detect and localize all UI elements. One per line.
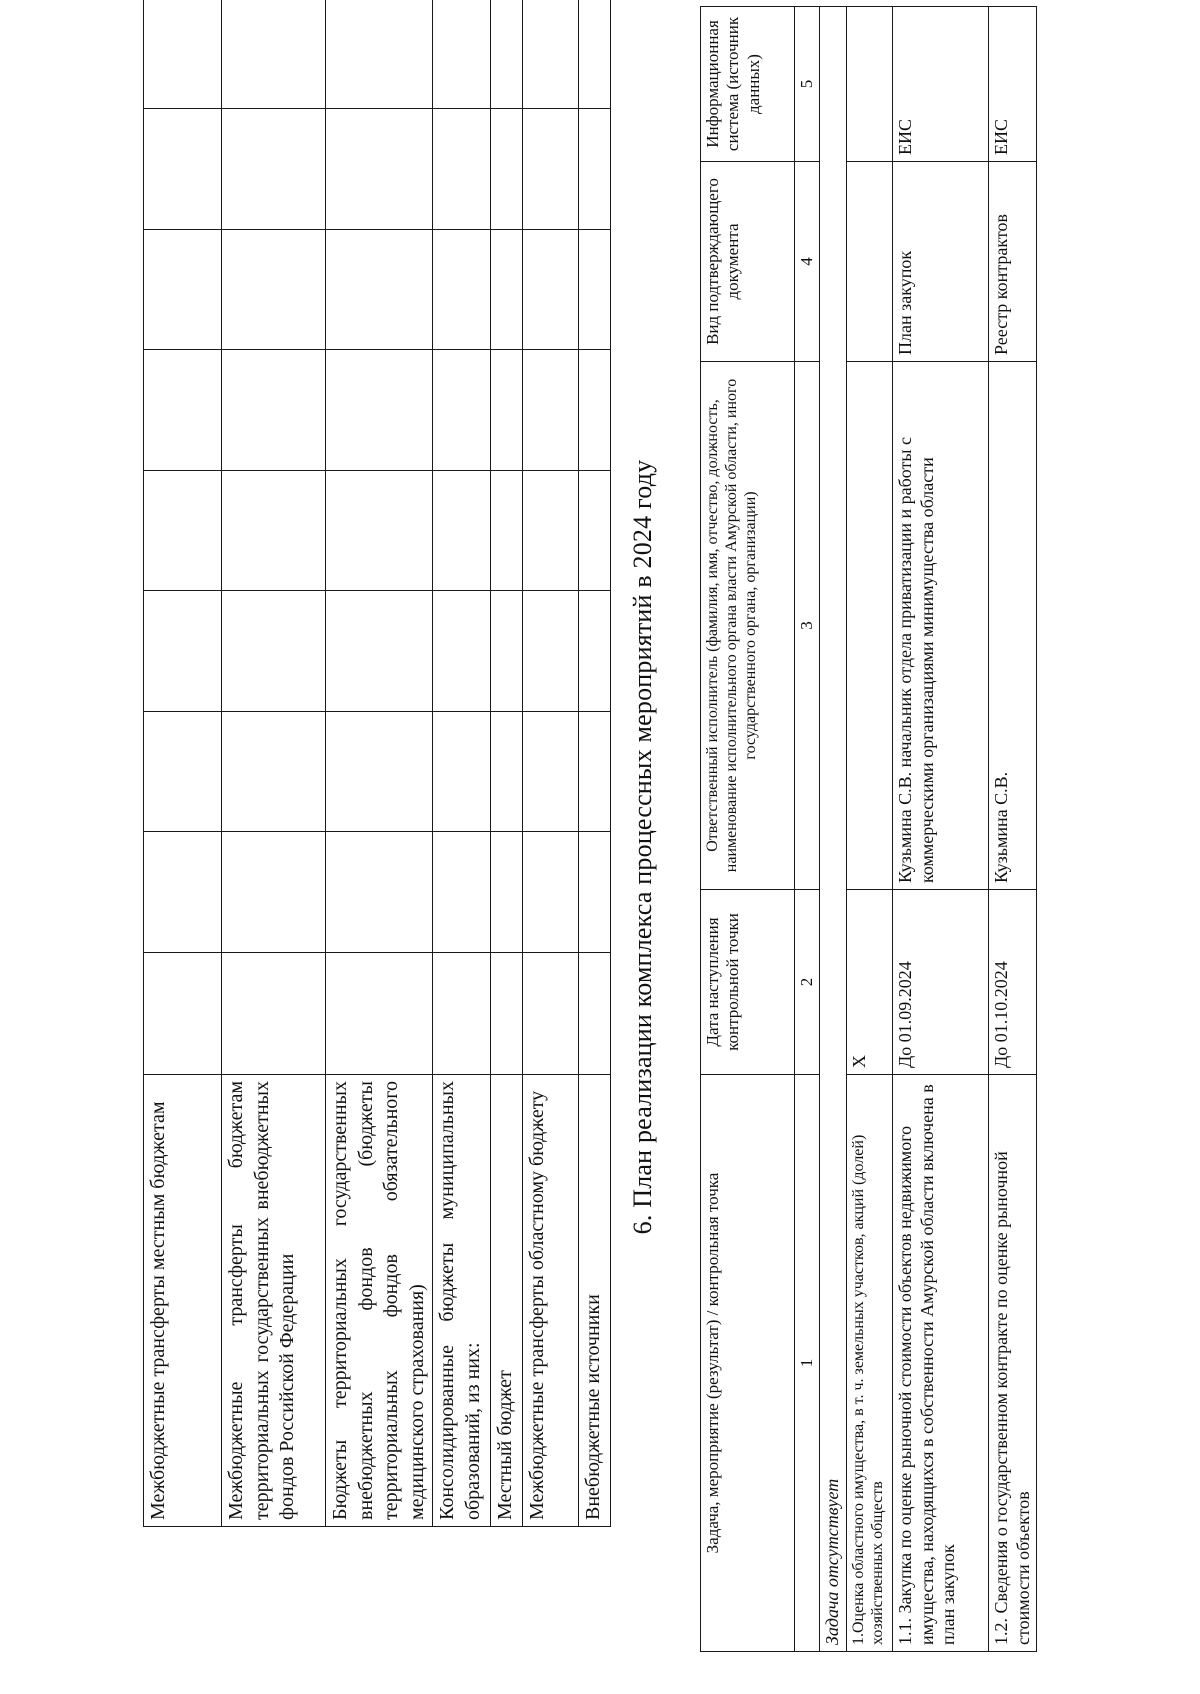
column-number: 4	[795, 162, 820, 362]
row-system	[846, 7, 892, 162]
header-system: Информационная система (источник данных)	[701, 7, 795, 162]
header-executor: Ответственный исполнитель (фамилия, имя, отчество, должность, наименование исполнительного органа власти Амурской области, иного государственного органа, организации)	[701, 362, 795, 890]
column-number: 2	[795, 890, 820, 1075]
row-date: До 01.10.2024	[988, 890, 1036, 1075]
header-date: Дата наступления контрольной точки	[701, 890, 795, 1075]
column-number: 5	[795, 7, 820, 162]
row-executor	[846, 362, 892, 890]
plan-table	[700, 6, 1037, 1652]
row-system: ЕИС	[988, 7, 1036, 162]
budget-row-label: Местный бюджет	[491, 1075, 523, 1527]
task-label: Задача отсутствует	[820, 7, 847, 1652]
section-title: 6. План реализации комплекса процессных мероприятий в 2024 году	[628, 459, 657, 1235]
column-number: 3	[795, 362, 820, 890]
table-row	[144, 0, 222, 1527]
budget-row-label: Консолидированные бюджеты муниципальных образований, из них:	[433, 1075, 491, 1527]
row-activity: 1.2. Сведения о государственном контракте по оценке рыночной стоимости объектов	[988, 1075, 1036, 1652]
budget-row-label: Межбюджетные трансферты местным бюджетам	[144, 1075, 222, 1527]
column-number: 1	[795, 1075, 820, 1652]
row-executor: Кузьмина С.В. начальник отдела приватизации и работы с коммерческими организациями минимущества области	[892, 362, 988, 890]
table-row	[846, 7, 892, 1652]
row-activity: 1.1. Закупка по оценке рыночной стоимости объектов недвижимого имущества, находящихся в собственности Амурской области включена в план закупок	[892, 1075, 988, 1652]
budget-row-label: Бюджеты территориальных государственных внебюджетных фондов (бюджеты территориальных фондов обязательного медицинского страхования)	[326, 1075, 433, 1527]
row-document: План закупок	[892, 162, 988, 362]
header-task: Задача, мероприятие (результат) / контрольная точка	[701, 1075, 795, 1652]
row-date: Х	[846, 890, 892, 1075]
table-row	[523, 0, 579, 1527]
row-activity: 1.Оценка областного имущества, в т. ч. земельных участков, акций (долей) хозяйственных обществ	[846, 1075, 892, 1652]
table-row	[988, 7, 1036, 1652]
table-row	[892, 7, 988, 1652]
budget-sources-table	[143, 0, 611, 1527]
row-document	[846, 162, 892, 362]
row-system: ЕИС	[892, 7, 988, 162]
table-row	[222, 0, 326, 1527]
budget-row-label: Межбюджетные трансферты бюджетам территориальных государственных внебюджетных фондов Российской Федерации	[222, 1075, 326, 1527]
table-row	[491, 0, 523, 1527]
row-document: Реестр контрактов	[988, 162, 1036, 362]
table-row	[326, 0, 433, 1527]
task-row	[820, 7, 847, 1652]
column-numbers-row	[795, 7, 820, 1652]
table-row	[433, 0, 491, 1527]
budget-row-label: Внебюджетные источники	[579, 1075, 611, 1527]
table-header-row	[701, 7, 795, 1652]
row-date: До 01.09.2024	[892, 890, 988, 1075]
budget-row-label: Межбюджетные трансферты областному бюджету	[523, 1075, 579, 1527]
header-document: Вид подтверждающего документа	[701, 162, 795, 362]
table-row	[579, 0, 611, 1527]
row-executor: Кузьмина С.В.	[988, 362, 1036, 890]
